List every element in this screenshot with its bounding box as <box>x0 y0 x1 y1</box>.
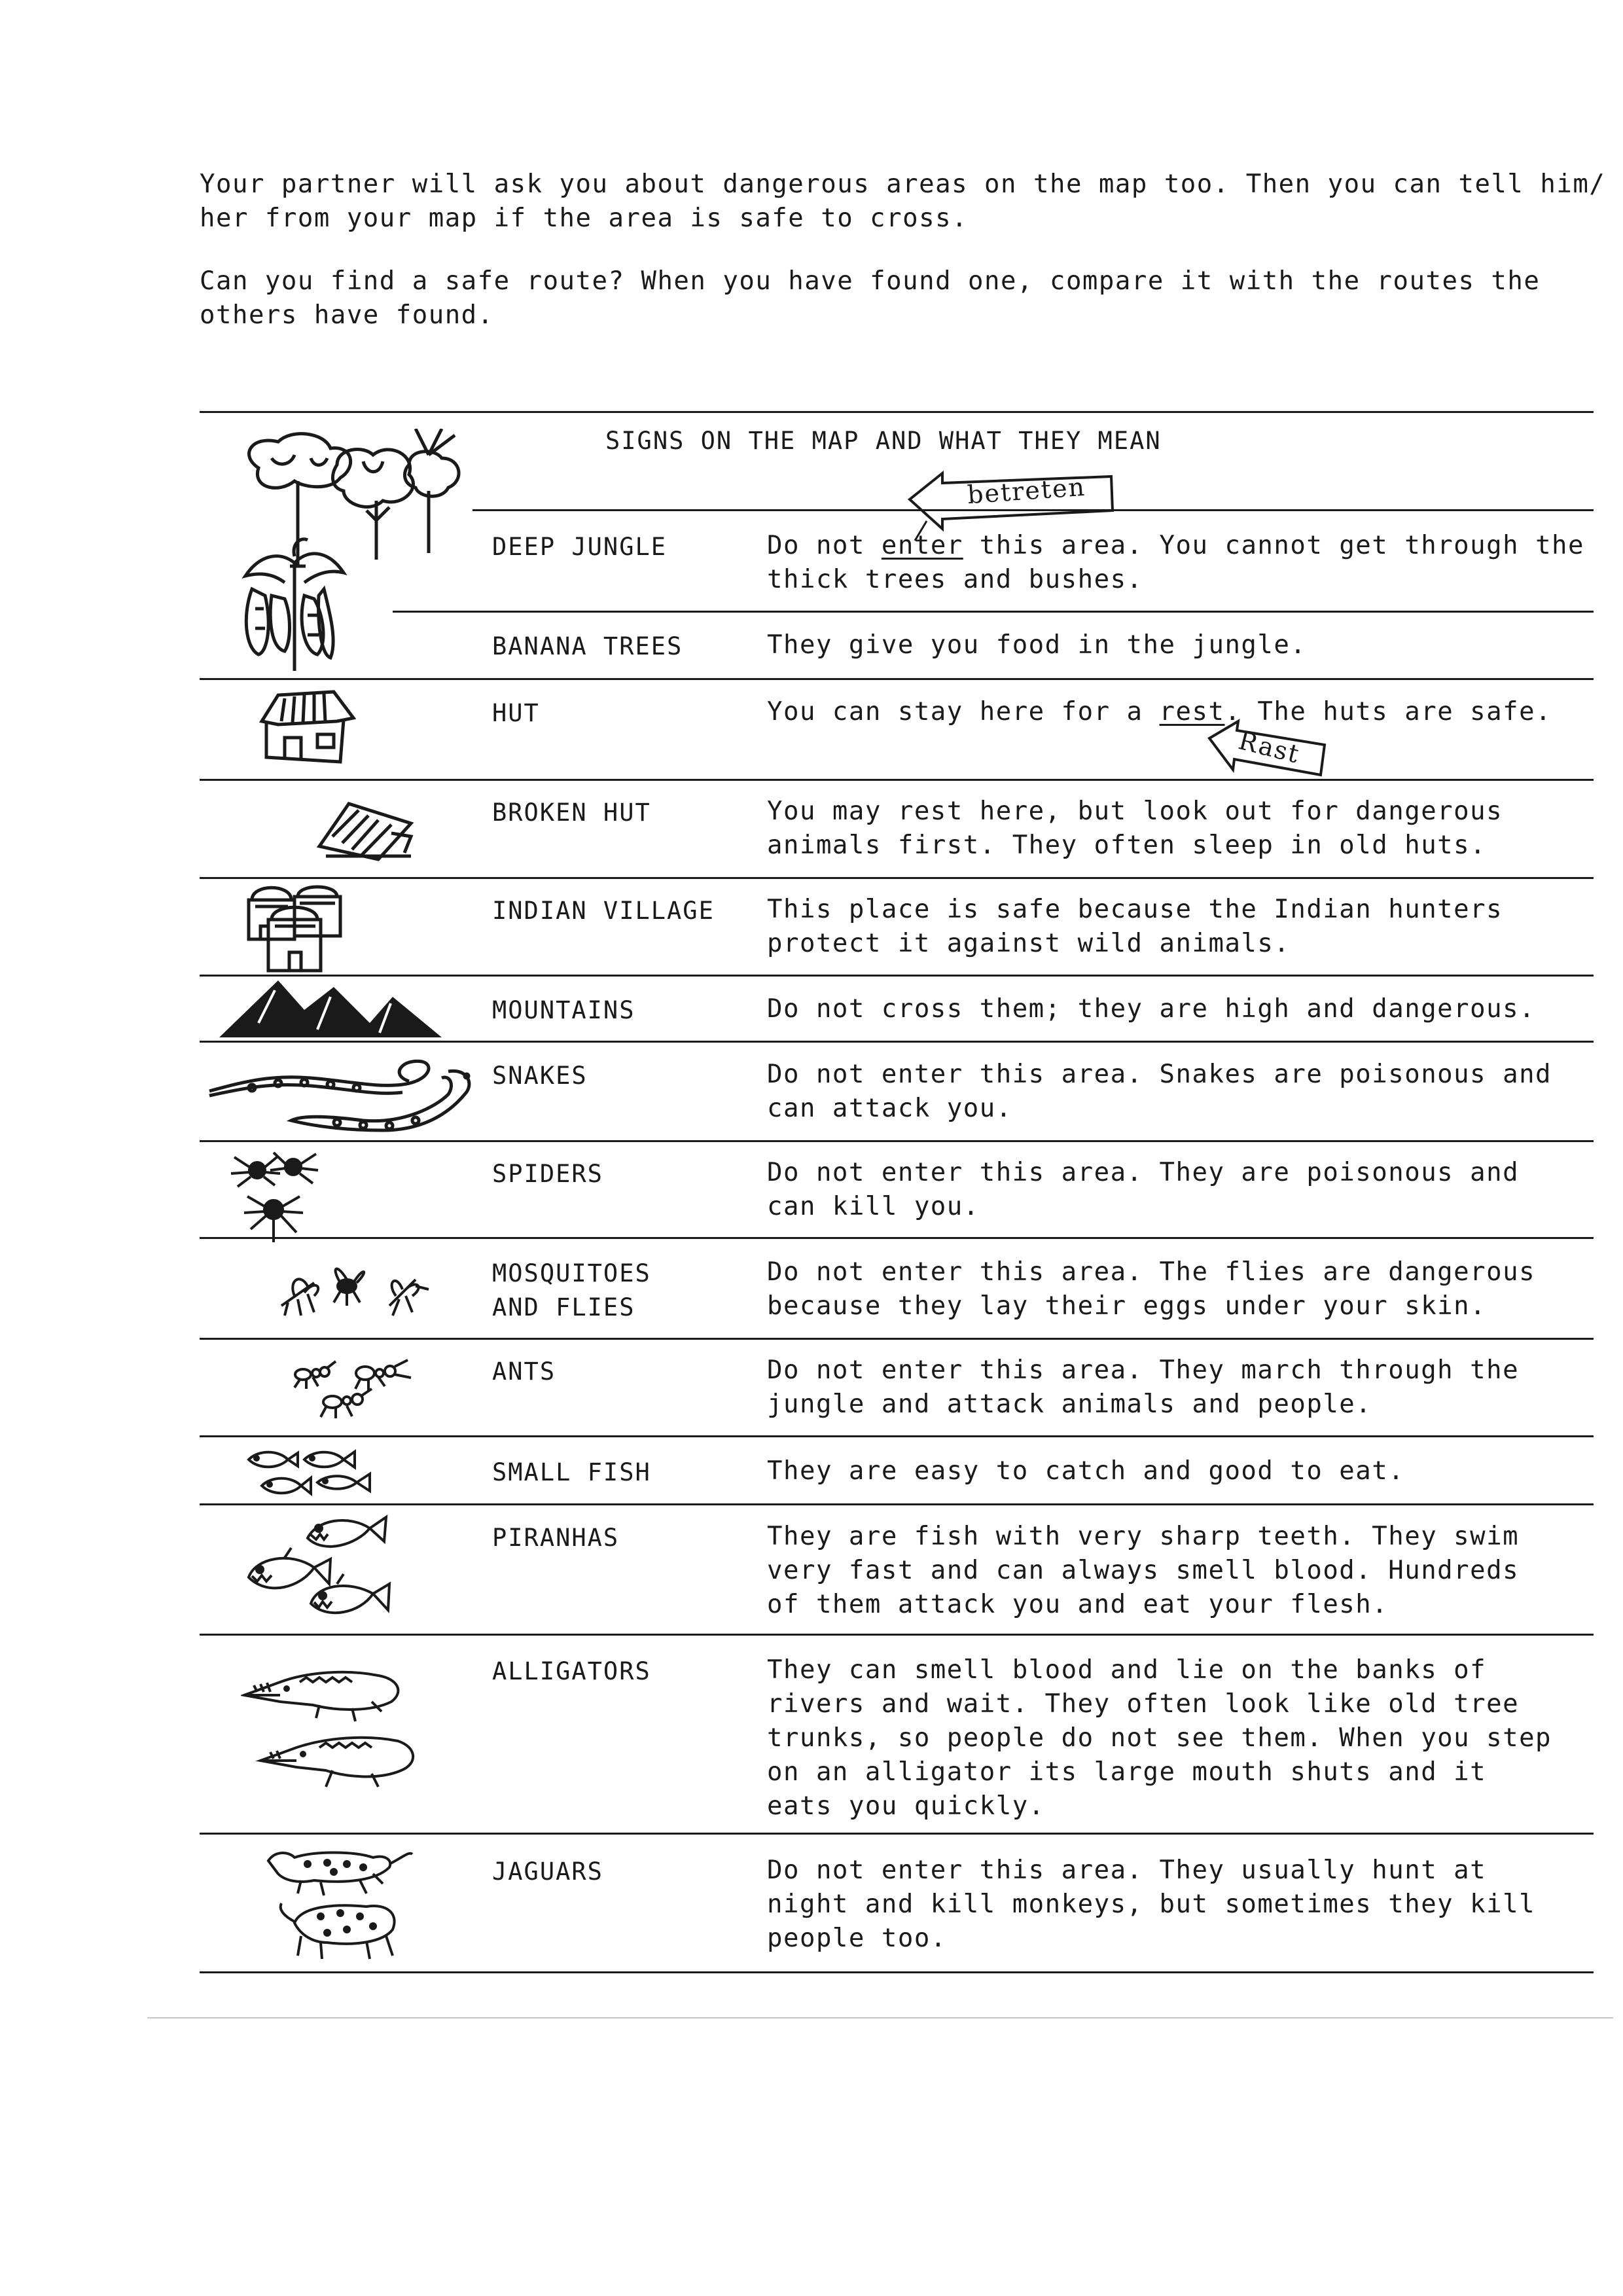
sign-description: They are easy to catch and good to eat. <box>767 1456 1405 1486</box>
sign-description: Do not enter this area. They usually hunt at night and kill monkeys, but sometimes they kill people too. <box>767 1856 1536 1953</box>
annotation-betreten: betreten <box>966 472 1087 510</box>
row-rule <box>200 975 1594 977</box>
row-rule <box>200 1634 1594 1636</box>
piranha-icon <box>245 1512 393 1630</box>
sign-name: MOSQUITOES AND FLIES <box>492 1259 651 1321</box>
banana-tree-icon <box>232 537 353 674</box>
row-rule <box>200 678 1594 680</box>
sign-name: PIRANHAS <box>492 1524 620 1552</box>
mosquito-icon <box>275 1260 432 1319</box>
sign-name: ALLIGATORS <box>492 1657 651 1685</box>
table-bottom-rule <box>200 1971 1594 1973</box>
table-top-rule <box>200 411 1594 413</box>
sign-name: BROKEN HUT <box>492 798 651 827</box>
intro-paragraph-1: Your partner will ask you about dangerous areas on the map too. Then you can tell him/ her from your map if the area is safe to cross. <box>200 170 1606 233</box>
sign-description <box>767 529 1605 597</box>
row-rule <box>200 1140 1594 1142</box>
paper-edge <box>147 2017 1613 2018</box>
row-rule <box>393 611 1594 613</box>
keyword-rest: rest <box>1159 697 1225 726</box>
row-rule <box>200 1338 1594 1340</box>
snake-icon <box>206 1055 481 1140</box>
jaguar-icon <box>262 1844 419 1962</box>
row-rule <box>200 1503 1594 1505</box>
sign-description: Do not cross them; they are high and dangerous. <box>767 994 1536 1024</box>
desc-text: this area. You cannot get through the thick trees and bushes. <box>767 531 1585 594</box>
row-rule <box>200 1435 1594 1437</box>
row-rule <box>200 1237 1594 1239</box>
keyword-enter: enter <box>881 531 963 560</box>
small-fish-icon <box>242 1446 376 1502</box>
sign-description: Do not enter this area. Snakes are poisonous and can attack you. <box>767 1060 1552 1123</box>
ant-icon <box>287 1355 418 1420</box>
sign-name: DEEP JUNGLE <box>492 533 668 561</box>
row-rule <box>200 779 1594 781</box>
sign-description: They give you food in the jungle. <box>767 630 1307 660</box>
indian-village-icon <box>242 880 350 975</box>
sign-description: They can smell blood and lie on the banks of rivers and wait. They often look like old tree trunks, so people do not see them. When you step on an alligator its large mouth shuts and it eats you quickly. <box>767 1655 1552 1821</box>
desc-text: You can stay here for a <box>767 697 1160 726</box>
row-rule <box>200 1041 1594 1043</box>
sign-description: You may rest here, but look out for dangerous animals first. They often sleep in old huts. <box>767 797 1503 860</box>
mountains-icon <box>219 977 445 1039</box>
row-rule <box>200 877 1594 879</box>
sign-description: Do not enter this area. They are poisonous and can kill you. <box>767 1158 1520 1221</box>
table-header: SIGNS ON THE MAP AND WHAT THEY MEAN <box>605 427 1162 455</box>
sign-name: SNAKES <box>492 1062 588 1090</box>
sign-name: MOUNTAINS <box>492 996 635 1024</box>
intro-paragraph-2: Can you find a safe route? When you have found one, compare it with the routes the others have found. <box>200 266 1541 330</box>
sign-name: SMALL FISH <box>492 1458 651 1486</box>
sign-description: They are fish with very sharp teeth. They swim very fast and can always smell blood. Hundreds of them attack you and eat your flesh. <box>767 1522 1520 1619</box>
sign-description: Do not enter this area. They march through the jungle and attack animals and people. <box>767 1355 1520 1419</box>
sign-name: JAGUARS <box>492 1857 603 1886</box>
sign-description: This place is safe because the Indian hunters protect it against wild animals. <box>767 895 1503 958</box>
alligator-icon <box>241 1666 418 1790</box>
desc-text: Do not <box>767 531 882 560</box>
broken-hut-icon <box>313 797 418 863</box>
sign-name: HUT <box>492 699 540 727</box>
desc-text: . The huts are safe. <box>1224 697 1552 726</box>
sign-name: BANANA TREES <box>492 632 683 660</box>
hut-icon <box>259 689 357 767</box>
row-rule <box>200 1833 1594 1835</box>
sign-name: INDIAN VILLAGE <box>492 897 715 925</box>
annotation-rast: Rast <box>1236 726 1303 769</box>
sign-description: Do not enter this area. The flies are dangerous because they lay their eggs under your skin. <box>767 1257 1536 1321</box>
spider-icon <box>228 1147 319 1246</box>
sign-name: ANTS <box>492 1357 556 1386</box>
sign-name: SPIDERS <box>492 1160 603 1188</box>
sign-description <box>767 695 1605 729</box>
